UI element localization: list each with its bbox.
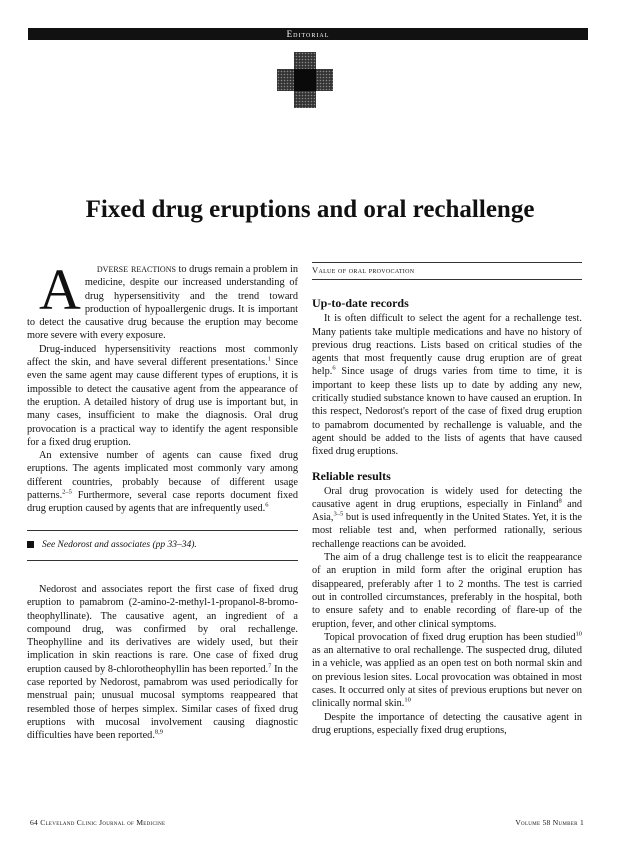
left-column bbox=[27, 257, 299, 743]
subheading: Reliable results bbox=[312, 468, 391, 483]
body-paragraph: The aim of a drug challenge test is to elicit the reappearance of an eruption in mild form after the original eruption has disappeared, preferably after 1 to 2 months. The test is carried out in controlled circumstances, preferably in the hospital, both to ensure safety and to enable recording of flare-up of the eruption, fever, and other clinical symptoms. bbox=[312, 552, 582, 630]
intro-text: to drugs remain a problem in medicine, despite our increased understanding of drug hypersensitivity and the trend toward production of hypoallergenic drugs. It is important to detect the causative drug because the eruption may become more severe with every exposure. bbox=[27, 264, 298, 342]
footer-volume: Volume 58 Number 1 bbox=[515, 818, 584, 827]
body-paragraph: Despite the importance of detecting the causative agent in drug eruptions, especially fixed drug eruptions, bbox=[312, 711, 582, 736]
drop-cap: A bbox=[39, 257, 81, 322]
section-rule-label: Value of oral provocation bbox=[312, 262, 582, 280]
body-paragraph: Nedorost and associates report the first case of fixed drug eruption to pamabrom (2-amino-2-methyl-1-propanol-8-bromo-theophyllinate). The causative agent, an ingredient of a compound drug, was confirmed by oral rechallenge. Theophylline and its derivatives are widely used, but their implication in skin reactions is rare. One case of fixed drug eruption caused by 8-chlorotheophyllin has been reported.$^7$ In the case reported by Nedorost, pamabrom was used periodically for menstrual pain; unusual mucosal symptoms reappeared that resembled those of herpes simplex. Similar cases of fixed drug eruptions with mucosal involvement causing diagnostic difficulties have been reported.$^{8,9}$ bbox=[27, 583, 299, 742]
intro-paragraph bbox=[27, 257, 298, 343]
body-paragraph: Topical provocation of fixed drug eruption has been studied$^{10}$ as an alternative to oral rechallenge. The suspected drug, diluted in a vehicle, was applied as an open test on both normal skin and on previous lesion sites. Local provocation was obtained in most cases. It occurred only at sites of previous eruptions but never on clinically normal skin.$^{10}$ bbox=[312, 630, 582, 710]
body-paragraph: Drug-induced hypersensitivity reactions most commonly affect the skin, and have several different presentations.$^1$ Since even the same agent may cause different types of eruptions, it is impossible to detect the causative agent from the appearance of the eruption. A detailed history of drug use is important but, in many cases, insufficient to make the diagnosis. Oral drug provocation is a practical way to identify the agent responsible for a fixed drug eruption. bbox=[27, 343, 298, 448]
section-header-bar bbox=[28, 28, 588, 40]
intro-lead: dverse reactions bbox=[96, 261, 176, 275]
body-paragraph: Oral drug provocation is widely used for detecting the causative agent in drug eruptions, especially in Finland$^8$ and Asia,$^{3-5}$ but is used infrequently in the United States. Yet, it is the most reliable test and, when performed rationally, serious rechallenge reactions can be avoided. bbox=[312, 485, 582, 550]
body-paragraph: It is often difficult to select the agent for a rechallenge test. Many patients take multiple medications and have no history of previous drug reactions. Lists based on critical studies of the agents that most frequently cause drug eruption are of great help.$^6$ Since usage of drugs varies from time to time, it is important to keep these lists up to date by adding any new, critically studied substance known to have caused an eruption. In this respect, Nedorost's report of the case of fixed drug eruption to pamabrom documented by rechallenge is valuable, and the agent should be added to the lists of agents that have caused fixed drug eruptions. bbox=[312, 313, 582, 458]
cross-reference-box bbox=[27, 530, 298, 561]
journal-emblem-icon bbox=[277, 52, 333, 108]
section-label: Editorial bbox=[286, 29, 330, 39]
right-column bbox=[312, 262, 582, 737]
subheading: Up-to-date records bbox=[312, 296, 409, 311]
cross-reference-text[interactable]: See Nedorost and associates (pp 33–34). bbox=[42, 539, 197, 550]
footer-journal: 64 Cleveland Clinic Journal of Medicine bbox=[30, 818, 166, 827]
square-bullet-icon bbox=[27, 541, 34, 548]
body-paragraph: An extensive number of agents can cause fixed drug eruptions. The agents implicated most commonly vary among different countries, probably because of different usage patterns.$^{2-5}$ Furthermore, several case reports document fixed drug eruption caused by agents that are infrequently used.$^6$ bbox=[27, 450, 298, 515]
article-title: Fixed drug eruptions and oral rechallenge bbox=[85, 196, 535, 223]
